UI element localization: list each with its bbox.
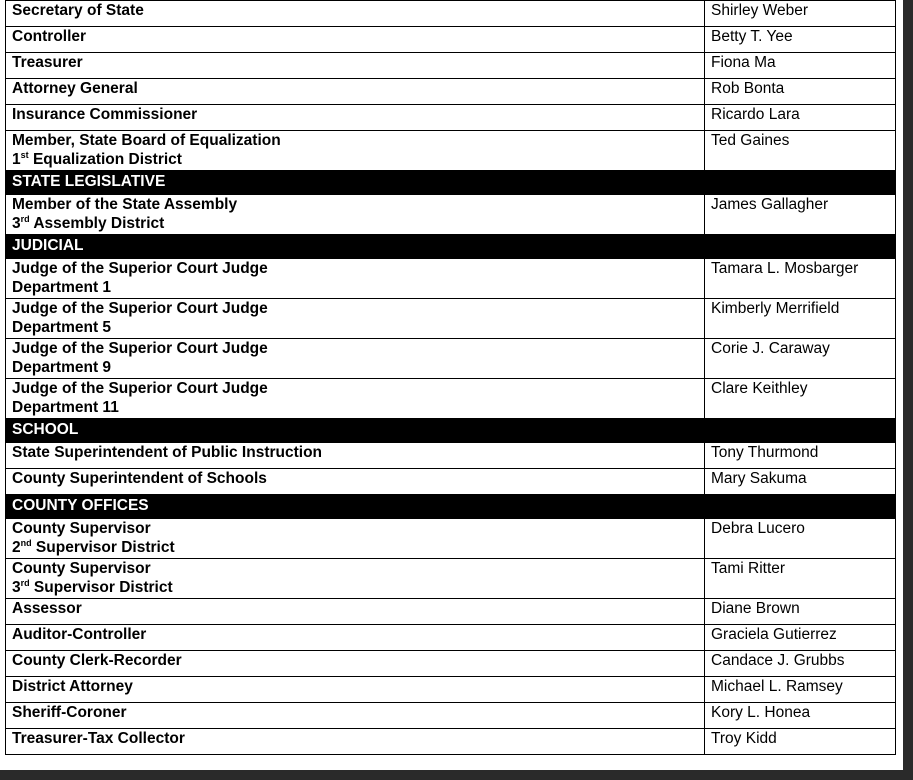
- table-row: [6, 625, 896, 651]
- table-row: [6, 259, 896, 299]
- table-row: [6, 339, 896, 379]
- office-district: [12, 538, 698, 557]
- office-cell: [6, 729, 705, 755]
- office-cell: [6, 299, 705, 339]
- table-row: [6, 79, 896, 105]
- office-title: County Supervisor: [12, 520, 151, 537]
- office-title: Member, State Board of Equalization: [12, 132, 281, 149]
- office-cell: [6, 651, 705, 677]
- table-row: [6, 703, 896, 729]
- office-title: Sheriff-Coroner: [12, 704, 127, 721]
- office-title: Attorney General: [12, 80, 138, 97]
- section-header-label: JUDICIAL: [6, 235, 896, 259]
- office-title: District Attorney: [12, 678, 133, 695]
- table-row: [6, 651, 896, 677]
- official-name-cell: Clare Keithley: [705, 379, 896, 419]
- table-row: [6, 519, 896, 559]
- official-name-cell: Corie J. Caraway: [705, 339, 896, 379]
- table-row: [6, 677, 896, 703]
- district-number: Department 11: [12, 399, 119, 416]
- office-district: [12, 150, 698, 169]
- office-cell: [6, 1, 705, 27]
- table-row: [6, 379, 896, 419]
- office-cell: [6, 53, 705, 79]
- office-cell: [6, 469, 705, 495]
- office-title: County Clerk-Recorder: [12, 652, 182, 669]
- district-number: Department 9: [12, 359, 112, 376]
- office-district: [12, 318, 698, 337]
- office-title: Judge of the Superior Court Judge: [12, 380, 268, 397]
- section-header-row: [6, 495, 896, 519]
- office-cell: [6, 703, 705, 729]
- office-cell: [6, 195, 705, 235]
- office-cell: [6, 559, 705, 599]
- official-name-cell: Shirley Weber: [705, 1, 896, 27]
- district-label: Supervisor District: [31, 539, 175, 556]
- table-row: [6, 53, 896, 79]
- section-header-label: STATE LEGISLATIVE: [6, 171, 896, 195]
- official-name-cell: Candace J. Grubbs: [705, 651, 896, 677]
- office-cell: [6, 443, 705, 469]
- table-body: [6, 1, 896, 755]
- office-district: [12, 358, 698, 377]
- section-header-label: COUNTY OFFICES: [6, 495, 896, 519]
- office-title: Assessor: [12, 600, 82, 617]
- office-cell: [6, 379, 705, 419]
- office-title: Treasurer: [12, 54, 83, 71]
- office-district: [12, 578, 698, 597]
- official-name-cell: Kimberly Merrifield: [705, 299, 896, 339]
- district-label: Supervisor District: [29, 579, 173, 596]
- table-row: [6, 105, 896, 131]
- official-name-cell: Troy Kidd: [705, 729, 896, 755]
- section-header-row: [6, 235, 896, 259]
- official-name-cell: Ricardo Lara: [705, 105, 896, 131]
- district-number: 3: [12, 215, 21, 232]
- district-number: Department 1: [12, 279, 112, 296]
- office-title: Auditor-Controller: [12, 626, 147, 643]
- official-name-cell: Tony Thurmond: [705, 443, 896, 469]
- office-cell: [6, 79, 705, 105]
- official-name-cell: Kory L. Honea: [705, 703, 896, 729]
- official-name-cell: Tamara L. Mosbarger: [705, 259, 896, 299]
- office-title: Member of the State Assembly: [12, 196, 238, 213]
- office-title: County Supervisor: [12, 560, 151, 577]
- section-header-label: SCHOOL: [6, 419, 896, 443]
- office-cell: [6, 105, 705, 131]
- office-title: County Superintendent of Schools: [12, 470, 267, 487]
- office-cell: [6, 339, 705, 379]
- office-cell: [6, 259, 705, 299]
- office-title: Judge of the Superior Court Judge: [12, 260, 268, 277]
- ordinal-suffix: rd: [20, 577, 30, 588]
- official-name-cell: Betty T. Yee: [705, 27, 896, 53]
- section-header-row: [6, 419, 896, 443]
- official-name-cell: Ted Gaines: [705, 131, 896, 171]
- office-district: [12, 398, 698, 417]
- table-row: [6, 131, 896, 171]
- office-cell: [6, 27, 705, 53]
- official-name-cell: Graciela Gutierrez: [705, 625, 896, 651]
- office-cell: [6, 599, 705, 625]
- district-number: 1: [12, 151, 21, 168]
- office-title: Controller: [12, 28, 87, 45]
- section-header-row: [6, 171, 896, 195]
- official-name-cell: Fiona Ma: [705, 53, 896, 79]
- office-title: Insurance Commissioner: [12, 106, 198, 123]
- table-row: [6, 559, 896, 599]
- table-row: [6, 1, 896, 27]
- window-frame-bottom: [0, 770, 913, 780]
- office-cell: [6, 625, 705, 651]
- office-cell: [6, 677, 705, 703]
- official-name-cell: James Gallagher: [705, 195, 896, 235]
- table-row: [6, 299, 896, 339]
- official-name-cell: Mary Sakuma: [705, 469, 896, 495]
- district-label: Assembly District: [29, 215, 165, 232]
- ordinal-suffix: st: [20, 149, 29, 160]
- district-number: 2: [12, 539, 21, 556]
- district-number: 3: [12, 579, 21, 596]
- official-name-cell: Michael L. Ramsey: [705, 677, 896, 703]
- office-cell: [6, 131, 705, 171]
- office-title: State Superintendent of Public Instruction: [12, 444, 323, 461]
- official-name-cell: Tami Ritter: [705, 559, 896, 599]
- office-title: Judge of the Superior Court Judge: [12, 300, 268, 317]
- table-row: [6, 599, 896, 625]
- elected-officials-table: [5, 0, 896, 755]
- official-name-cell: Debra Lucero: [705, 519, 896, 559]
- table-row: [6, 443, 896, 469]
- official-name-cell: Rob Bonta: [705, 79, 896, 105]
- office-title: Treasurer-Tax Collector: [12, 730, 185, 747]
- district-label: Equalization District: [28, 151, 182, 168]
- table-row: [6, 195, 896, 235]
- window-frame-right: [903, 0, 913, 780]
- office-cell: [6, 519, 705, 559]
- ordinal-suffix: nd: [20, 537, 32, 548]
- office-title: Judge of the Superior Court Judge: [12, 340, 268, 357]
- office-district: [12, 278, 698, 297]
- district-number: Department 5: [12, 319, 112, 336]
- ordinal-suffix: rd: [20, 213, 30, 224]
- official-name-cell: Diane Brown: [705, 599, 896, 625]
- table-row: [6, 27, 896, 53]
- office-district: [12, 214, 698, 233]
- table-row: [6, 729, 896, 755]
- table-row: [6, 469, 896, 495]
- office-title: Secretary of State: [12, 2, 144, 19]
